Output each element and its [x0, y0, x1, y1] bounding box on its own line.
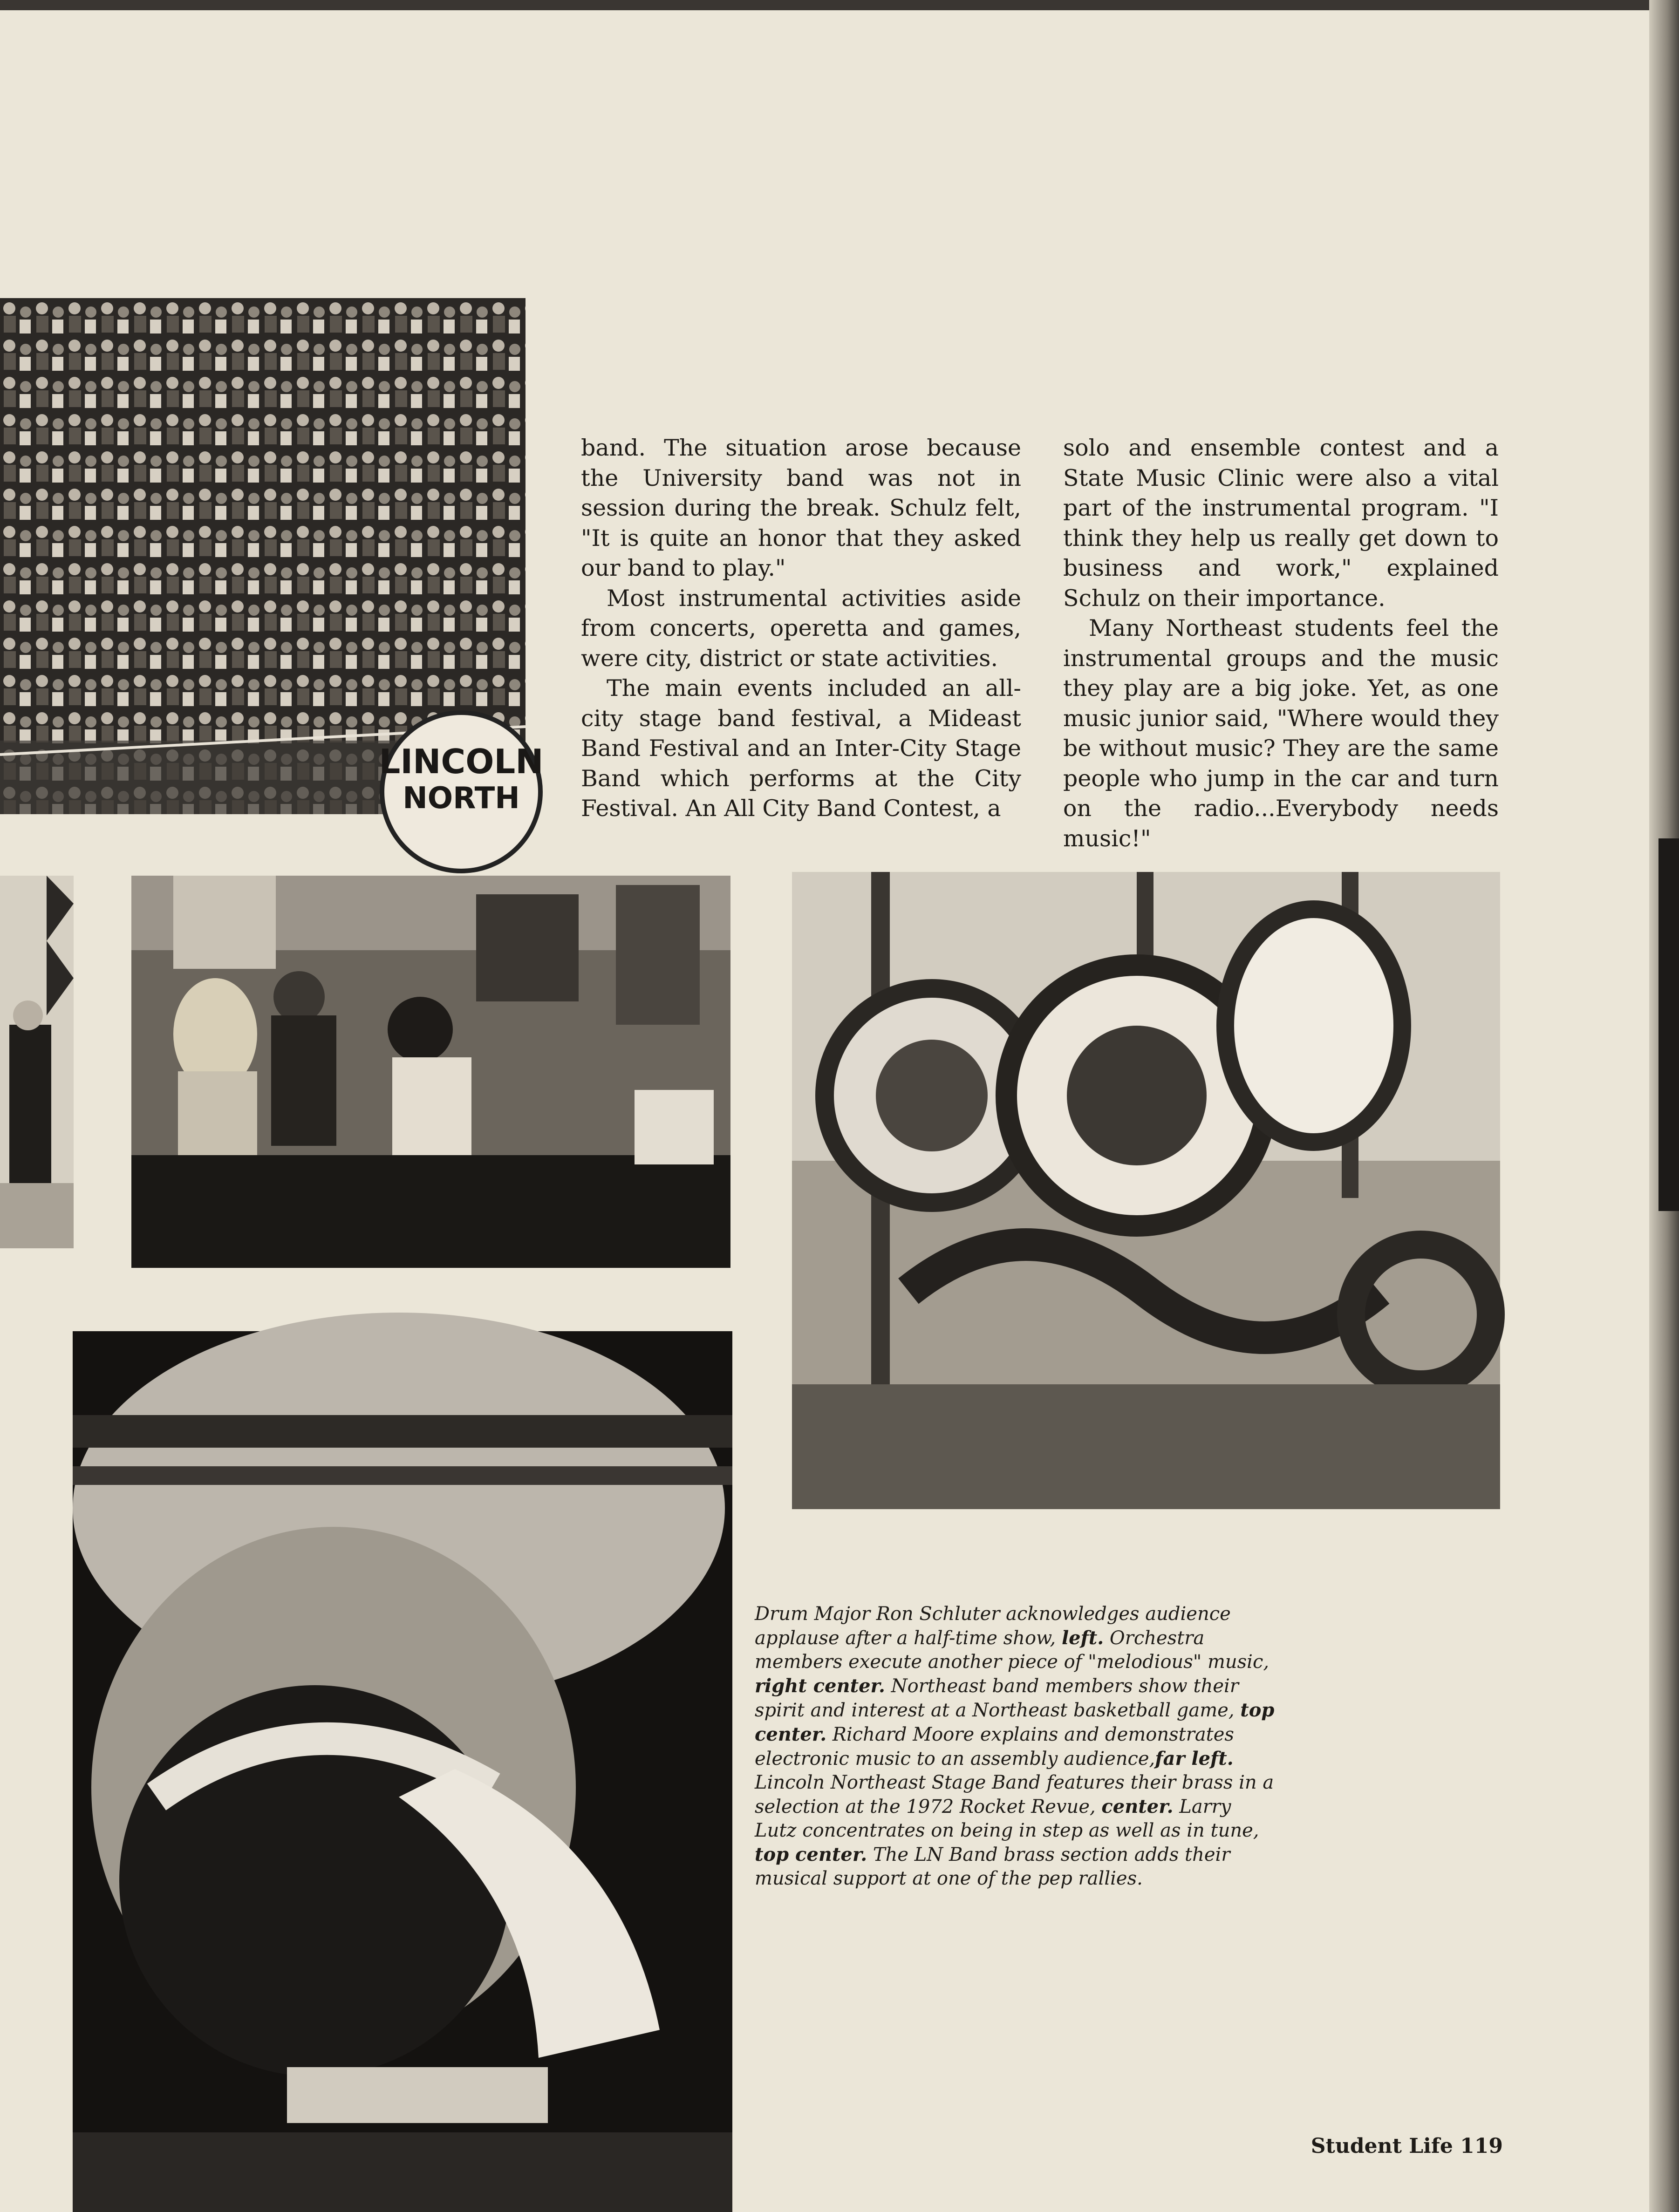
page-top-edge: [0, 0, 1679, 10]
caption-segment: Lincoln Northeast Stage Band features their brass in a selection at the 1972 Rocket Revue,: [755, 1772, 1274, 1817]
lincoln-north-emblem: [379, 713, 543, 871]
photo-orchestra: [131, 876, 730, 1268]
caption-segment: Orchestra members execute another piece of "melodious" music,: [755, 1627, 1269, 1673]
photo-caption: [755, 1602, 1276, 1891]
article-column-2: [1063, 433, 1499, 854]
caption-segment: Larry Lutz concentrates on being in step as well as in tune,: [755, 1796, 1259, 1841]
caption-segment: Richard Moore explains and demonstrates electronic music to an assembly audience,: [755, 1724, 1234, 1770]
footer-section: Student Life: [1310, 2134, 1453, 2158]
article-col2-para-1: solo and ensemble contest and a State Music Clinic were also a vital part of the instrumental program. "I think they help us really get down to business and work," explained Schulz on their importance.: [1063, 435, 1499, 612]
article-col2-para-2: Many Northeast students feel the instrumental groups and the music they play are a big joke. Yet, as one music junior said, "Where would they be without music? They are the same people who jump in the car and turn on the radio...Everybody needs music!": [1063, 615, 1499, 852]
emblem-text-bottom: NORTH: [403, 781, 520, 816]
photo-basketball-band: [0, 298, 544, 816]
caption-segment: top center.: [755, 1844, 867, 1865]
article-column-1: [581, 433, 1021, 824]
caption-segment: Drum Major Ron Schluter acknowledges audience applause after a half-time show,: [755, 1603, 1231, 1649]
caption-segment: center.: [1101, 1796, 1174, 1817]
article-col1-para-3: The main events included an all-city stage band festival, a Mideast Band Festival and an Inter-City Stage Band which performs at the City Festival. An All City Band Contest, a: [581, 675, 1021, 822]
caption-segment: right center.: [755, 1675, 885, 1697]
caption-segment: top center.: [755, 1699, 1275, 1745]
photo-brass-sousaphones: [792, 872, 1500, 1509]
page-right-dark-strip: [1659, 838, 1679, 1211]
footer-page-number: 119: [1460, 2134, 1503, 2158]
caption-segment: Northeast band members show their spirit and interest at a Northeast basketball game,: [755, 1675, 1241, 1721]
photo-drum-major-closeup: [73, 1331, 732, 2212]
article-col1-para-2: Most instrumental activities aside from concerts, operetta and games, were city, district or state activities.: [581, 585, 1021, 672]
photo-drum-major-strip: [0, 876, 74, 1248]
page-footer: [1311, 2134, 1503, 2158]
article-col1-para-1: band. The situation arose because the University band was not in session during the break. Schulz felt, "It is quite an honor that they asked our band to play.": [581, 435, 1021, 581]
caption-segment: far left.: [1155, 1748, 1234, 1770]
caption-segment: left.: [1061, 1627, 1104, 1649]
emblem-text-top: LINCOLN: [379, 742, 544, 781]
caption-segment: The LN Band brass section adds their musical support at one of the pep rallies.: [755, 1844, 1230, 1889]
